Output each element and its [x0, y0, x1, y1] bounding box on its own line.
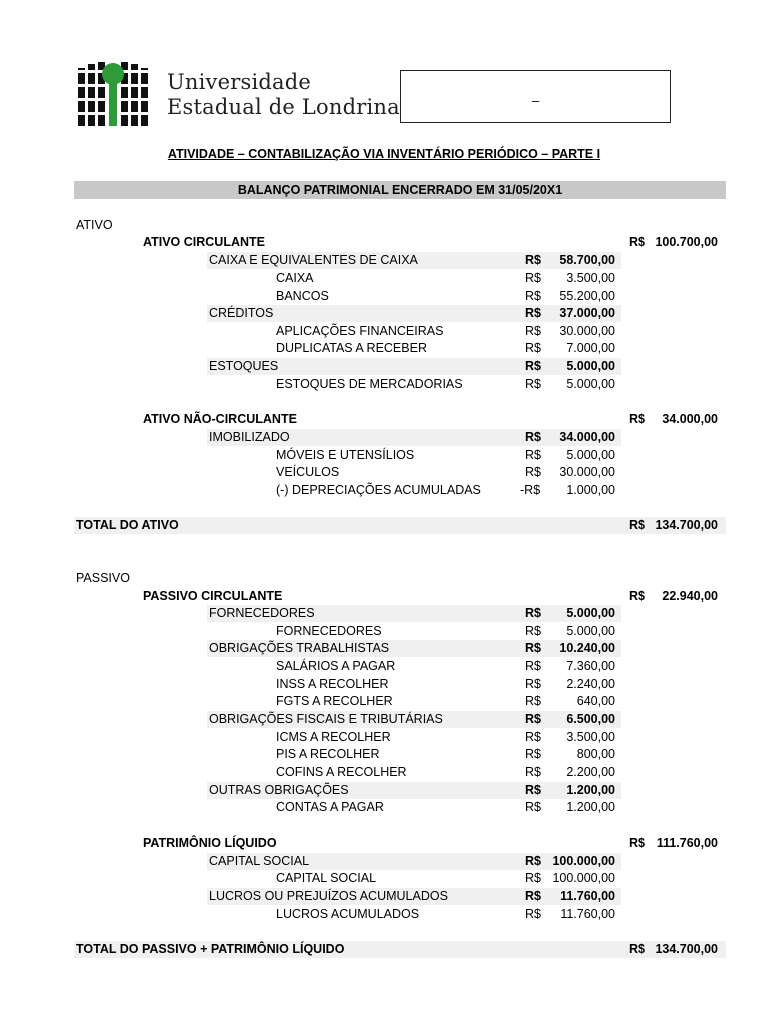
amount-value: 30.000,00 — [559, 465, 615, 479]
currency-symbol: R$ — [525, 800, 541, 814]
currency-symbol: R$ — [525, 324, 541, 338]
row-label: TOTAL DO PASSIVO + PATRIMÔNIO LÍQUIDO — [76, 942, 345, 956]
row-label: COFINS A RECOLHER — [276, 765, 407, 779]
row-label: DUPLICATAS A RECEBER — [276, 341, 427, 355]
row-label: ICMS A RECOLHER — [276, 730, 391, 744]
amount-value: 5.000,00 — [566, 377, 615, 391]
total-value: 22.940,00 — [662, 589, 718, 603]
amount-value: 5.000,00 — [566, 448, 615, 462]
amount-value: 1.000,00 — [566, 483, 615, 497]
currency-symbol: R$ — [525, 907, 541, 921]
amount-value: 7.360,00 — [566, 659, 615, 673]
row-label: FORNECEDORES — [209, 606, 315, 620]
row-label: INSS A RECOLHER — [276, 677, 389, 691]
row-label: LUCROS OU PREJUÍZOS ACUMULADOS — [209, 889, 448, 903]
amount-value: 5.000,00 — [566, 359, 615, 373]
amount-value: 800,00 — [576, 747, 615, 761]
currency-symbol: R$ — [525, 712, 541, 726]
amount-value: 30.000,00 — [559, 324, 615, 338]
row-label: CAIXA — [276, 271, 314, 285]
total-value: 134.700,00 — [655, 518, 718, 532]
total-currency-symbol: R$ — [629, 942, 645, 956]
amount-value: 640,00 — [576, 694, 615, 708]
currency-symbol: R$ — [525, 465, 541, 479]
amount-value: 58.700,00 — [559, 253, 615, 267]
amount-value: 34.000,00 — [559, 430, 615, 444]
currency-symbol: R$ — [525, 448, 541, 462]
currency-symbol: R$ — [525, 765, 541, 779]
row-label: MÓVEIS E UTENSÍLIOS — [276, 448, 415, 462]
identification-box — [400, 70, 671, 123]
university-logo — [78, 60, 148, 130]
currency-symbol: R$ — [525, 659, 541, 673]
currency-symbol: R$ — [525, 624, 541, 638]
row-label: (-) DEPRECIAÇÕES ACUMULADAS — [276, 483, 481, 497]
amount-value: 11.760,00 — [560, 889, 615, 903]
total-value: 100.700,00 — [655, 235, 718, 249]
currency-symbol: R$ — [525, 871, 541, 885]
row-label: PASSIVO CIRCULANTE — [143, 589, 283, 603]
amount-value: 5.000,00 — [566, 624, 615, 638]
row-label: APLICAÇÕES FINANCEIRAS — [276, 324, 444, 338]
row-label: PASSIVO — [76, 571, 130, 585]
total-currency-symbol: R$ — [629, 518, 645, 532]
amount-value: 100.000,00 — [552, 854, 615, 868]
amount-value: 2.240,00 — [566, 677, 615, 691]
total-value: 111.760,00 — [656, 836, 718, 850]
row-label: ESTOQUES DE MERCADORIAS — [276, 377, 463, 391]
row-label: ESTOQUES — [209, 359, 279, 373]
currency-symbol: R$ — [525, 253, 541, 267]
currency-symbol: R$ — [525, 606, 541, 620]
amount-value: 6.500,00 — [566, 712, 615, 726]
row-label: ATIVO — [76, 218, 113, 232]
university-name-line1: Universidade — [167, 70, 311, 94]
currency-symbol: R$ — [525, 694, 541, 708]
university-name — [167, 70, 400, 120]
row-label: FORNECEDORES — [276, 624, 382, 638]
amount-value: 7.000,00 — [566, 341, 615, 355]
row-label: CAIXA E EQUIVALENTES DE CAIXA — [209, 253, 418, 267]
amount-value: 10.240,00 — [559, 641, 615, 655]
amount-value: 1.200,00 — [566, 783, 615, 797]
amount-value: 1.200,00 — [566, 800, 615, 814]
currency-symbol: -R$ — [520, 483, 541, 497]
row-label: OBRIGAÇÕES FISCAIS E TRIBUTÁRIAS — [209, 712, 443, 726]
total-value: 34.000,00 — [662, 412, 718, 426]
row-label: PIS A RECOLHER — [276, 747, 380, 761]
university-name-line2: Estadual de Londrina — [167, 95, 400, 119]
currency-symbol: R$ — [525, 641, 541, 655]
row-label: OUTRAS OBRIGAÇÕES — [209, 783, 349, 797]
row-label: CAPITAL SOCIAL — [276, 871, 377, 885]
row-label: FGTS A RECOLHER — [276, 694, 393, 708]
total-value: 134.700,00 — [655, 942, 718, 956]
amount-value: 3.500,00 — [566, 730, 615, 744]
total-currency-symbol: R$ — [629, 235, 645, 249]
row-label: OBRIGAÇÕES TRABALHISTAS — [209, 641, 390, 655]
currency-symbol: R$ — [525, 677, 541, 691]
amount-value: 11.760,00 — [560, 907, 615, 921]
currency-symbol: R$ — [525, 730, 541, 744]
currency-symbol: R$ — [525, 377, 541, 391]
row-label: ATIVO CIRCULANTE — [143, 235, 265, 249]
currency-symbol: R$ — [525, 359, 541, 373]
currency-symbol: R$ — [525, 747, 541, 761]
total-currency-symbol: R$ — [629, 836, 645, 850]
activity-title: ATIVIDADE – CONTABILIZAÇÃO VIA INVENTÁRIO PERIÓDICO – PARTE I — [167, 147, 601, 161]
currency-symbol: R$ — [525, 889, 541, 903]
currency-symbol: R$ — [525, 306, 541, 320]
row-label: VEÍCULOS — [276, 465, 340, 479]
row-label: SALÁRIOS A PAGAR — [276, 659, 396, 673]
amount-value: 100.000,00 — [552, 871, 615, 885]
currency-symbol: R$ — [525, 430, 541, 444]
row-label: CRÉDITOS — [209, 306, 274, 320]
currency-symbol: R$ — [525, 341, 541, 355]
total-currency-symbol: R$ — [629, 412, 645, 426]
amount-value: 5.000,00 — [566, 606, 615, 620]
row-label: ATIVO NÃO-CIRCULANTE — [143, 412, 297, 426]
row-label: CAPITAL SOCIAL — [209, 854, 310, 868]
row-label: CONTAS A PAGAR — [276, 800, 384, 814]
currency-symbol: R$ — [525, 289, 541, 303]
row-label: LUCROS ACUMULADOS — [276, 907, 420, 921]
currency-symbol: R$ — [525, 783, 541, 797]
row-label: IMOBILIZADO — [209, 430, 290, 444]
amount-value: 37.000,00 — [559, 306, 615, 320]
currency-symbol: R$ — [525, 854, 541, 868]
sheet-title-bar: BALANÇO PATRIMONIAL ENCERRADO EM 31/05/20X1 — [74, 181, 726, 199]
row-label: TOTAL DO ATIVO — [76, 518, 179, 532]
amount-value: 2.200,00 — [566, 765, 615, 779]
currency-symbol: R$ — [525, 271, 541, 285]
row-label: PATRIMÔNIO LÍQUIDO — [143, 836, 277, 850]
identification-box-text: – — [531, 93, 540, 108]
total-currency-symbol: R$ — [629, 589, 645, 603]
amount-value: 3.500,00 — [566, 271, 615, 285]
amount-value: 55.200,00 — [559, 289, 615, 303]
row-label: BANCOS — [276, 289, 329, 303]
